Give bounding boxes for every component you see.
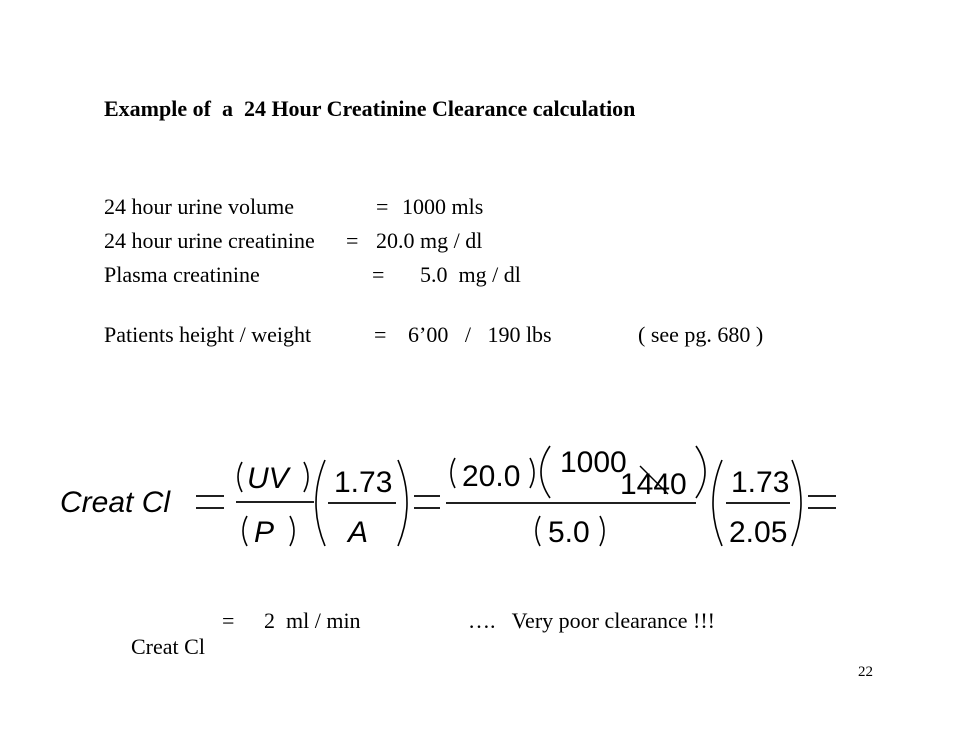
result-comment: …. Very poor clearance !!! <box>468 608 715 633</box>
height-weight-label: Patients height / weight <box>104 322 312 347</box>
formula-constant-173-a: 1.73 <box>334 466 393 499</box>
urine-creatinine-value: 20.0 mg / dl <box>376 228 483 253</box>
urine-volume-equals: = <box>376 194 389 219</box>
urine-volume-label: 24 hour urine volume <box>104 194 295 219</box>
formula-constant-173-bsa: 1.73 <box>731 466 790 499</box>
formula-volume: 1000 <box>560 446 627 479</box>
formula-bsa: 2.05 <box>729 516 788 549</box>
urine-creatinine-label: 24 hour urine creatinine <box>104 228 315 253</box>
plasma-creatinine-equals: = <box>372 262 385 287</box>
formula-lhs: Creat Cl <box>60 486 171 519</box>
formula-minutes: 1440 <box>620 468 687 501</box>
plasma-creatinine-label: Plasma creatinine <box>104 262 260 287</box>
formula-a: A <box>348 516 369 549</box>
formula-uv: UV <box>247 462 289 495</box>
height-weight-equals: = <box>374 322 387 347</box>
formula-p: P <box>254 516 275 549</box>
result-line <box>120 608 715 738</box>
page-number: 22 <box>858 664 873 680</box>
plasma-creatinine-value: 5.0 mg / dl <box>420 262 521 287</box>
page-reference: ( see pg. 680 ) <box>638 322 764 347</box>
slide-title: Example of a 24 Hour Creatinine Clearance calculation <box>104 96 636 121</box>
result-value: 2 ml / min <box>264 608 361 633</box>
result-equals: = <box>222 608 235 633</box>
height-weight-value: 6’00 / 190 lbs <box>408 322 552 347</box>
urine-volume-value: 1000 mls <box>402 194 484 219</box>
formula-plasma-creatinine: 5.0 <box>548 516 590 549</box>
urine-creatinine-equals: = <box>346 228 359 253</box>
result-label: Creat Cl <box>131 634 205 659</box>
formula-urine-creatinine: 20.0 <box>462 460 521 493</box>
